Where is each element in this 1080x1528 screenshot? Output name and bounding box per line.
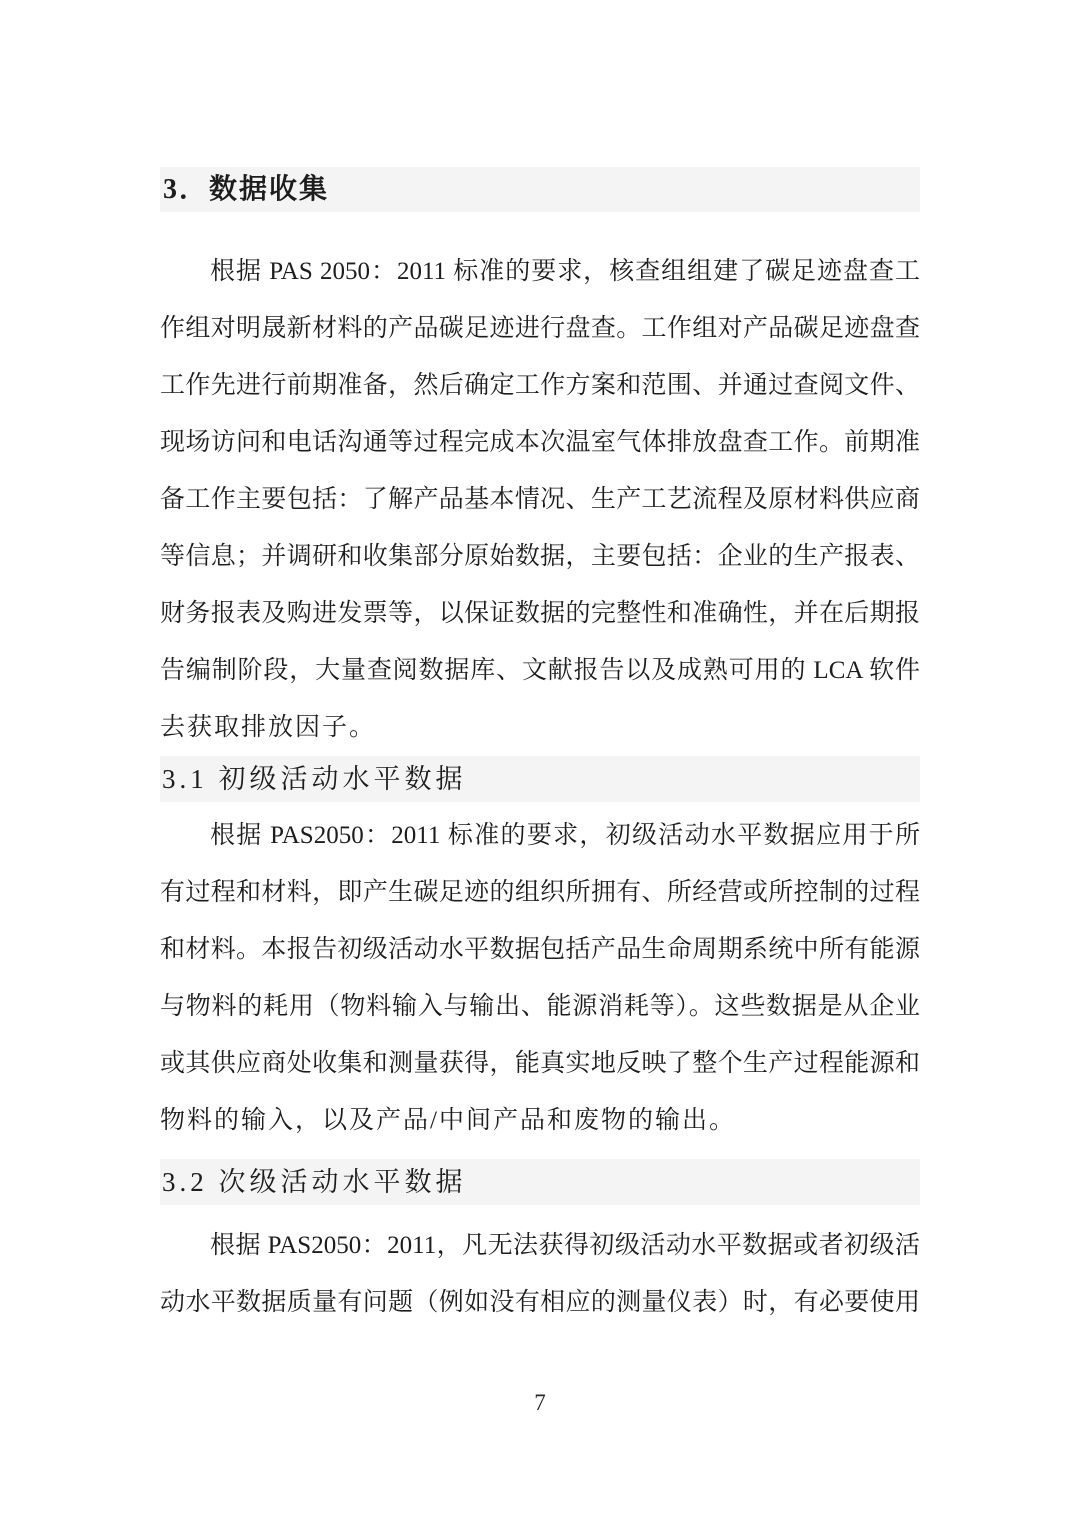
text-line: 备工作主要包括：了解产品基本情况、生产工艺流程及原材料供应商 xyxy=(160,486,920,513)
section-heading-band-3 xyxy=(160,167,920,212)
text-line: 物料的输入，以及产品/中间产品和废物的输出。 xyxy=(160,1107,736,1134)
text-line: 工作先进行前期准备，然后确定工作方案和范围、并通过查阅文件、 xyxy=(160,372,920,399)
text-line: 告编制阶段，大量查阅数据库、文献报告以及成熟可用的 LCA 软件 xyxy=(160,657,920,684)
section-heading-3-1: 3.1 初级活动水平数据 xyxy=(162,764,467,794)
page-content xyxy=(160,167,920,1417)
paragraph-data-collection xyxy=(160,243,920,756)
text-line: 等信息；并调研和收集部分原始数据，主要包括：企业的生产报表、 xyxy=(160,543,920,570)
paragraph-secondary-activity-data xyxy=(160,1217,920,1331)
page-number: 7 xyxy=(534,1390,546,1415)
text-line: 财务报表及购进发票等，以保证数据的完整性和准确性，并在后期报 xyxy=(160,600,920,627)
text-line: 根据 PAS2050：2011 标准的要求，初级活动水平数据应用于所 xyxy=(210,822,920,849)
text-line: 或其供应商处收集和测量获得，能真实地反映了整个生产过程能源和 xyxy=(160,1050,920,1077)
text-line: 现场访问和电话沟通等过程完成本次温室气体排放盘查工作。前期准 xyxy=(160,429,920,456)
section-heading-band-3-2 xyxy=(160,1159,920,1205)
text-line: 动水平数据质量有问题（例如没有相应的测量仪表）时，有必要使用 xyxy=(160,1289,920,1316)
text-line: 去获取排放因子。 xyxy=(160,714,377,741)
section-heading-3-2: 3.2 次级活动水平数据 xyxy=(162,1167,467,1197)
section-heading-3: 3．数据收集 xyxy=(163,174,330,205)
text-line: 根据 PAS2050：2011，凡无法获得初级活动水平数据或者初级活 xyxy=(210,1232,920,1259)
text-line: 根据 PAS 2050：2011 标准的要求，核查组组建了碳足迹盘查工 xyxy=(210,258,920,285)
text-line: 有过程和材料，即产生碳足迹的组织所拥有、所经营或所控制的过程 xyxy=(160,879,920,906)
section-heading-band-3-1 xyxy=(160,756,920,802)
text-line: 作组对明晟新材料的产品碳足迹进行盘查。工作组对产品碳足迹盘查 xyxy=(160,315,920,342)
text-line: 和材料。本报告初级活动水平数据包括产品生命周期系统中所有能源 xyxy=(160,936,920,963)
paragraph-primary-activity-data xyxy=(160,807,920,1149)
text-line: 与物料的耗用（物料输入与输出、能源消耗等）。这些数据是从企业 xyxy=(160,993,920,1020)
